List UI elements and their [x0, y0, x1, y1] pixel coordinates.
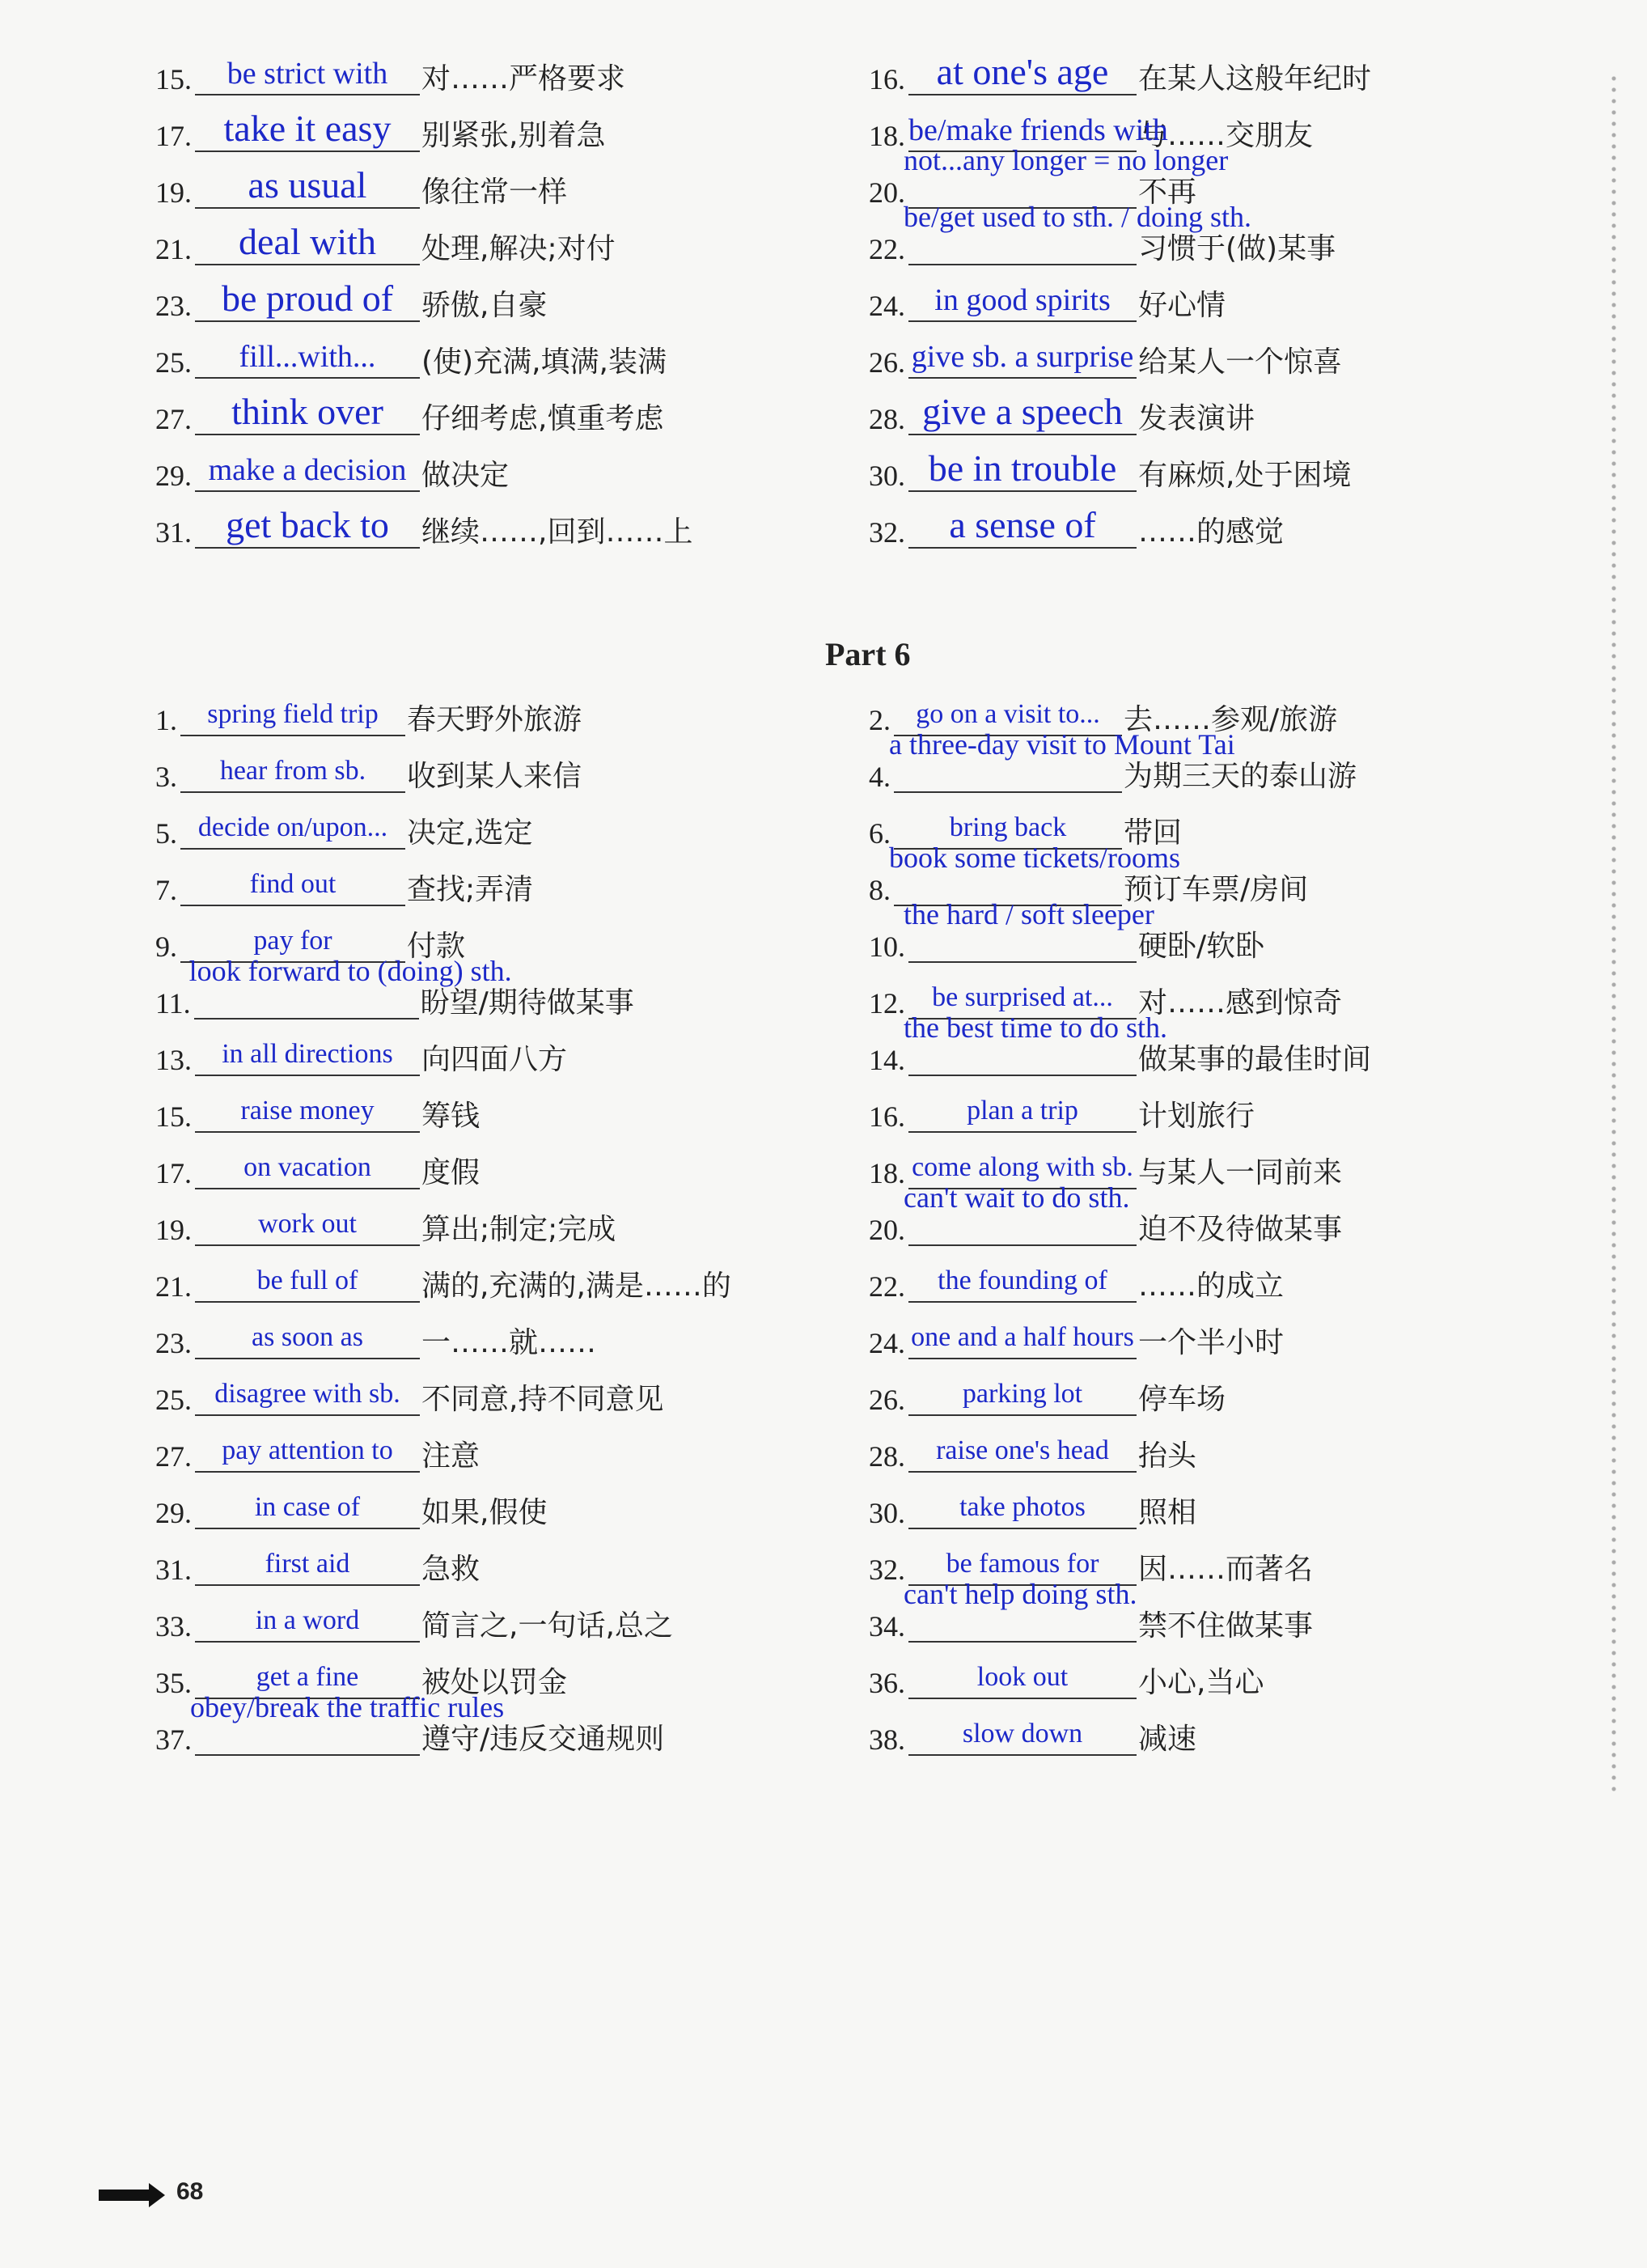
chinese-meaning: 对……严格要求	[421, 62, 626, 95]
chinese-meaning: 骄傲,自豪	[421, 289, 548, 322]
handwritten-answer: make a decision	[208, 453, 407, 487]
chinese-meaning: 做决定	[421, 459, 510, 492]
item-number: 29.	[155, 460, 192, 492]
item-number: 15.	[155, 1100, 192, 1133]
chinese-meaning: 好心情	[1138, 289, 1226, 322]
chinese-meaning: 抬头	[1138, 1439, 1197, 1473]
chinese-meaning: 收到某人来信	[407, 760, 582, 793]
handwritten-answer: raise money	[240, 1096, 375, 1126]
item-number: 27.	[155, 403, 192, 435]
item-number: 21.	[155, 1270, 192, 1303]
handwritten-answer: a sense of	[949, 504, 1096, 545]
chinese-meaning: 有麻烦,处于困境	[1138, 459, 1352, 492]
handwritten-answer: hear from sb.	[219, 756, 366, 786]
exercise-row	[155, 322, 667, 379]
chinese-meaning: 带回	[1124, 816, 1183, 850]
exercise-row	[155, 955, 634, 1020]
item-number: 32.	[869, 516, 905, 549]
item-number: 9.	[155, 931, 177, 963]
page-number: 68	[176, 2178, 204, 2205]
handwritten-answer: pay attention to	[222, 1435, 393, 1465]
exercise-row	[155, 680, 582, 736]
chinese-meaning: 硬卧/软卧	[1138, 930, 1265, 963]
chinese-meaning: 急救	[421, 1553, 481, 1586]
exercise-row	[155, 95, 605, 152]
answer-blank	[188, 955, 512, 1020]
handwritten-answer: be/make friends with	[908, 113, 1168, 147]
chinese-meaning: 别紧张,别着急	[421, 119, 606, 152]
item-number: 17.	[155, 120, 192, 152]
chinese-meaning: 继续……,回到……上	[421, 515, 693, 549]
handwritten-answer: in all directions	[222, 1039, 393, 1069]
handwritten-answer: deal with	[239, 221, 376, 262]
chinese-meaning: 因……而著名	[1138, 1553, 1314, 1586]
item-number: 16.	[869, 63, 905, 95]
chinese-meaning: 为期三天的泰山游	[1124, 760, 1357, 793]
item-number: 8.	[869, 874, 891, 906]
side-decoration	[1608, 73, 1619, 1796]
answer-blank	[908, 1421, 1137, 1473]
item-number: 23.	[155, 1327, 192, 1359]
item-number: 10.	[869, 931, 905, 963]
chinese-meaning: 满的,充满的,满是……的	[421, 1270, 731, 1303]
handwritten-answer: be in trouble	[928, 447, 1117, 489]
answer-blank	[195, 1194, 420, 1246]
chinese-meaning: 春天野外旅游	[407, 703, 582, 736]
item-number: 19.	[155, 176, 192, 209]
chinese-meaning: ……的感觉	[1138, 515, 1285, 549]
handwritten-answer: pay for	[253, 926, 332, 956]
arrow-icon	[99, 2190, 152, 2201]
answer-blank	[908, 497, 1137, 549]
answer-blank	[195, 1308, 420, 1359]
chinese-meaning: 度假	[421, 1156, 481, 1189]
answer-blank	[908, 270, 1137, 322]
exercise-row	[869, 1643, 1264, 1699]
exercise-row	[155, 1586, 673, 1643]
item-number: 26.	[869, 346, 905, 379]
answer-blank	[889, 728, 1235, 793]
answer-blank	[195, 440, 420, 492]
answer-blank	[908, 1704, 1137, 1756]
answer-blank	[195, 1081, 420, 1133]
handwritten-answer: work out	[258, 1209, 357, 1239]
item-number: 28.	[869, 403, 905, 435]
handwritten-answer: a three-day visit to Mount Tai	[889, 728, 1235, 761]
exercise-row	[155, 379, 663, 435]
chinese-meaning: 盼望/期待做某事	[420, 986, 634, 1020]
exercise-row	[155, 152, 567, 209]
exercise-row	[155, 1133, 480, 1189]
exercise-row	[869, 898, 1265, 963]
item-number: 5.	[155, 817, 177, 850]
handwritten-answer: the hard / soft sleeper	[904, 898, 1154, 931]
answer-blank	[195, 1364, 420, 1416]
handwritten-answer: book some tickets/rooms	[889, 841, 1180, 874]
chinese-meaning: 发表演讲	[1138, 402, 1255, 435]
item-number: 18.	[869, 1157, 905, 1189]
item-number: 29.	[155, 1497, 192, 1529]
exercise-row	[155, 1473, 547, 1529]
answer-blank	[195, 327, 420, 379]
handwritten-answer: in case of	[254, 1492, 361, 1522]
exercise-row	[155, 265, 547, 322]
handwritten-answer: get back to	[226, 504, 389, 545]
exercise-row	[155, 1189, 616, 1246]
handwritten-answer: slow down	[962, 1719, 1083, 1749]
item-number: 6.	[869, 817, 891, 850]
chinese-meaning: ……的成立	[1138, 1270, 1285, 1303]
item-number: 2.	[869, 704, 891, 736]
handwritten-answer: find out	[249, 869, 337, 899]
answer-blank	[195, 1024, 420, 1076]
exercise-row	[155, 1691, 665, 1756]
answer-blank	[908, 1647, 1137, 1699]
item-number: 24.	[869, 290, 905, 322]
chinese-meaning: 计划旅行	[1138, 1100, 1255, 1133]
chinese-meaning: 像往常一样	[421, 176, 568, 209]
handwritten-answer: in a word	[255, 1605, 360, 1635]
chinese-meaning: 被处以罚金	[421, 1666, 568, 1699]
answer-blank	[908, 1364, 1137, 1416]
item-number: 37.	[155, 1723, 192, 1756]
exercise-row	[869, 1359, 1226, 1416]
chinese-meaning: 查找;弄清	[407, 873, 534, 906]
handwritten-answer: get a fine	[256, 1662, 359, 1692]
handwritten-answer: as usual	[248, 164, 367, 206]
item-number: 14.	[869, 1044, 905, 1076]
exercise-row	[155, 1529, 480, 1586]
answer-blank	[195, 214, 420, 265]
handwritten-answer: can't wait to do sth.	[904, 1181, 1130, 1214]
item-number: 38.	[869, 1723, 905, 1756]
chinese-meaning: 仔细考虑,慎重考虑	[421, 402, 664, 435]
handwritten-answer: be famous for	[946, 1549, 1099, 1579]
chinese-meaning: 停车场	[1138, 1383, 1226, 1416]
exercise-row	[155, 1076, 480, 1133]
exercise-row	[155, 1020, 567, 1076]
answer-blank	[904, 1578, 1137, 1643]
exercise-row	[155, 1246, 731, 1303]
answer-blank	[195, 1421, 420, 1473]
chinese-meaning: 不再	[1138, 176, 1197, 209]
handwritten-answer: at one's age	[936, 51, 1109, 92]
item-number: 4.	[869, 761, 891, 793]
chinese-meaning: 不同意,持不同意见	[421, 1383, 664, 1416]
item-number: 19.	[155, 1214, 192, 1246]
answer-blank	[904, 898, 1154, 963]
exercise-row	[869, 39, 1371, 95]
chinese-meaning: 迫不及待做某事	[1138, 1213, 1343, 1246]
item-number: 25.	[155, 1384, 192, 1416]
item-number: 1.	[155, 704, 177, 736]
answer-blank	[180, 798, 405, 850]
handwritten-answer: take photos	[959, 1492, 1086, 1522]
chinese-meaning: 筹钱	[421, 1100, 481, 1133]
handwritten-answer: fill...with...	[239, 340, 376, 374]
item-number: 26.	[869, 1384, 905, 1416]
exercise-row	[869, 1011, 1372, 1076]
handwritten-answer: go on a visit to...	[916, 699, 1100, 729]
handwritten-answer: think over	[231, 391, 383, 432]
handwritten-answer: be/get used to sth. / doing sth.	[904, 201, 1251, 233]
item-number: 36.	[869, 1667, 905, 1699]
handwritten-answer: take it easy	[223, 108, 392, 149]
item-number: 15.	[155, 63, 192, 95]
exercise-row	[869, 379, 1255, 435]
exercise-row	[155, 492, 692, 549]
exercise-row	[869, 1246, 1284, 1303]
item-number: 23.	[155, 290, 192, 322]
answer-blank	[195, 1591, 420, 1643]
item-number: 20.	[869, 176, 905, 209]
answer-blank	[904, 1181, 1137, 1246]
chinese-meaning: 去……参观/旅游	[1124, 703, 1338, 736]
answer-blank	[195, 157, 420, 209]
handwritten-answer: give sb. a surprise	[911, 340, 1134, 374]
item-number: 12.	[869, 987, 905, 1020]
handwritten-answer: the founding of	[938, 1265, 1107, 1295]
chinese-meaning: 简言之,一句话,总之	[421, 1609, 673, 1643]
item-number: 33.	[155, 1610, 192, 1643]
handwritten-answer: look out	[976, 1662, 1069, 1692]
handwritten-answer: give a speech	[922, 391, 1123, 432]
item-number: 21.	[155, 233, 192, 265]
chinese-meaning: 禁不住做某事	[1138, 1609, 1314, 1643]
chinese-meaning: 习惯于(做)某事	[1138, 232, 1336, 265]
chinese-meaning: 向四面八方	[421, 1043, 568, 1076]
item-number: 11.	[155, 987, 191, 1020]
item-number: 31.	[155, 516, 192, 549]
answer-blank	[195, 1251, 420, 1303]
chinese-meaning: 给某人一个惊喜	[1138, 345, 1343, 379]
handwritten-answer: disagree with sb.	[214, 1379, 400, 1409]
handwritten-answer: obey/break the traffic rules	[190, 1691, 505, 1723]
answer-blank	[908, 1308, 1137, 1359]
handwritten-answer: be surprised at...	[932, 982, 1113, 1012]
chinese-meaning: 如果,假使	[421, 1496, 548, 1529]
handwritten-answer: can't help doing sth.	[904, 1578, 1137, 1610]
handwritten-answer: come along with sb.	[912, 1152, 1133, 1182]
item-number: 30.	[869, 460, 905, 492]
handwritten-answer: in good spirits	[934, 283, 1111, 317]
exercise-row	[869, 1473, 1196, 1529]
handwritten-answer: be strict with	[227, 57, 388, 91]
answer-blank	[180, 741, 405, 793]
part-title: Part 6	[825, 636, 911, 672]
answer-blank	[180, 685, 405, 736]
exercise-row	[869, 322, 1342, 379]
chinese-meaning: 付款	[407, 930, 466, 963]
item-number: 34.	[869, 1610, 905, 1643]
exercise-row	[869, 1076, 1255, 1133]
exercise-row	[155, 435, 509, 492]
handwritten-answer: bring back	[949, 812, 1067, 842]
item-number: 25.	[155, 346, 192, 379]
item-number: 30.	[869, 1497, 905, 1529]
exercise-row	[869, 265, 1226, 322]
handwritten-answer: on vacation	[243, 1152, 371, 1182]
chinese-meaning: 减速	[1138, 1723, 1197, 1756]
exercise-row	[155, 793, 532, 850]
handwritten-answer: look forward to (doing) sth.	[188, 955, 512, 987]
answer-blank	[908, 1081, 1137, 1133]
chinese-meaning: 做某事的最佳时间	[1138, 1043, 1372, 1076]
exercise-row	[869, 1416, 1196, 1473]
chinese-meaning: 遵守/违反交通规则	[421, 1723, 665, 1756]
handwritten-answer: be full of	[256, 1265, 358, 1295]
item-number: 22.	[869, 233, 905, 265]
answer-blank	[180, 854, 405, 906]
item-number: 16.	[869, 1100, 905, 1133]
item-number: 18.	[869, 120, 905, 152]
item-number: 20.	[869, 1214, 905, 1246]
answer-blank	[195, 1534, 420, 1586]
exercise-row	[869, 201, 1336, 265]
exercise-row	[155, 1303, 596, 1359]
chinese-meaning: 处理,解决;对付	[421, 232, 616, 265]
exercise-row	[869, 728, 1357, 793]
chinese-meaning: 决定,选定	[407, 816, 533, 850]
handwritten-answer: not...any longer = no longer	[904, 144, 1229, 176]
chinese-meaning: (使)充满,填满,装满	[421, 345, 667, 379]
answer-blank	[908, 440, 1137, 492]
answer-blank	[908, 327, 1137, 379]
answer-blank	[908, 44, 1137, 95]
exercise-row	[869, 1303, 1284, 1359]
handwritten-answer: spring field trip	[207, 699, 379, 729]
chinese-meaning: 算出;制定;完成	[421, 1213, 616, 1246]
item-number: 27.	[155, 1440, 192, 1473]
handwritten-answer: one and a half hours	[911, 1322, 1134, 1352]
chinese-meaning: 在某人这般年纪时	[1138, 62, 1372, 95]
answer-blank	[195, 497, 420, 549]
item-number: 31.	[155, 1554, 192, 1586]
answer-blank	[195, 1477, 420, 1529]
item-number: 3.	[155, 761, 177, 793]
item-number: 35.	[155, 1667, 192, 1699]
answer-blank	[195, 100, 420, 152]
handwritten-answer: be proud of	[221, 278, 394, 319]
exercise-row	[155, 1416, 480, 1473]
answer-blank	[908, 1251, 1137, 1303]
exercise-row	[869, 492, 1284, 549]
item-number: 28.	[869, 1440, 905, 1473]
chinese-meaning: 一个半小时	[1138, 1326, 1285, 1359]
item-number: 17.	[155, 1157, 192, 1189]
exercise-row	[155, 736, 582, 793]
exercise-row	[155, 39, 625, 95]
exercise-row	[155, 850, 533, 906]
answer-blank	[195, 384, 420, 435]
exercise-row	[869, 1181, 1343, 1246]
chinese-meaning: 注意	[421, 1439, 481, 1473]
item-number: 7.	[155, 874, 177, 906]
handwritten-answer: as soon as	[252, 1322, 363, 1352]
answer-blank	[904, 1011, 1167, 1076]
answer-blank	[908, 1477, 1137, 1529]
item-number: 24.	[869, 1327, 905, 1359]
answer-blank	[195, 1138, 420, 1189]
item-number: 13.	[155, 1044, 192, 1076]
chinese-meaning: 对……感到惊奇	[1138, 986, 1343, 1020]
exercise-row	[155, 1359, 663, 1416]
exercise-row	[869, 1699, 1196, 1756]
chinese-meaning: 一……就……	[421, 1326, 597, 1359]
handwritten-answer: raise one's head	[936, 1435, 1109, 1465]
answer-blank	[195, 44, 420, 95]
exercise-row	[869, 1578, 1314, 1643]
chinese-meaning: 与……交朋友	[1138, 119, 1314, 152]
exercise-row	[869, 435, 1351, 492]
exercise-row	[155, 209, 616, 265]
handwritten-answer: first aid	[265, 1549, 350, 1579]
answer-blank	[908, 384, 1137, 435]
handwritten-answer: plan a trip	[967, 1096, 1078, 1126]
chinese-meaning: 照相	[1138, 1496, 1197, 1529]
chinese-meaning: 小心,当心	[1138, 1666, 1264, 1699]
handwritten-answer: parking lot	[962, 1379, 1083, 1409]
item-number: 32.	[869, 1554, 905, 1586]
answer-blank	[190, 1691, 505, 1756]
item-number: 22.	[869, 1270, 905, 1303]
chinese-meaning: 预订车票/房间	[1124, 873, 1309, 906]
chinese-meaning: 与某人一同前来	[1138, 1156, 1343, 1189]
answer-blank	[195, 270, 420, 322]
handwritten-answer: decide on/upon...	[197, 812, 388, 842]
handwritten-answer: the best time to do sth.	[904, 1011, 1167, 1044]
